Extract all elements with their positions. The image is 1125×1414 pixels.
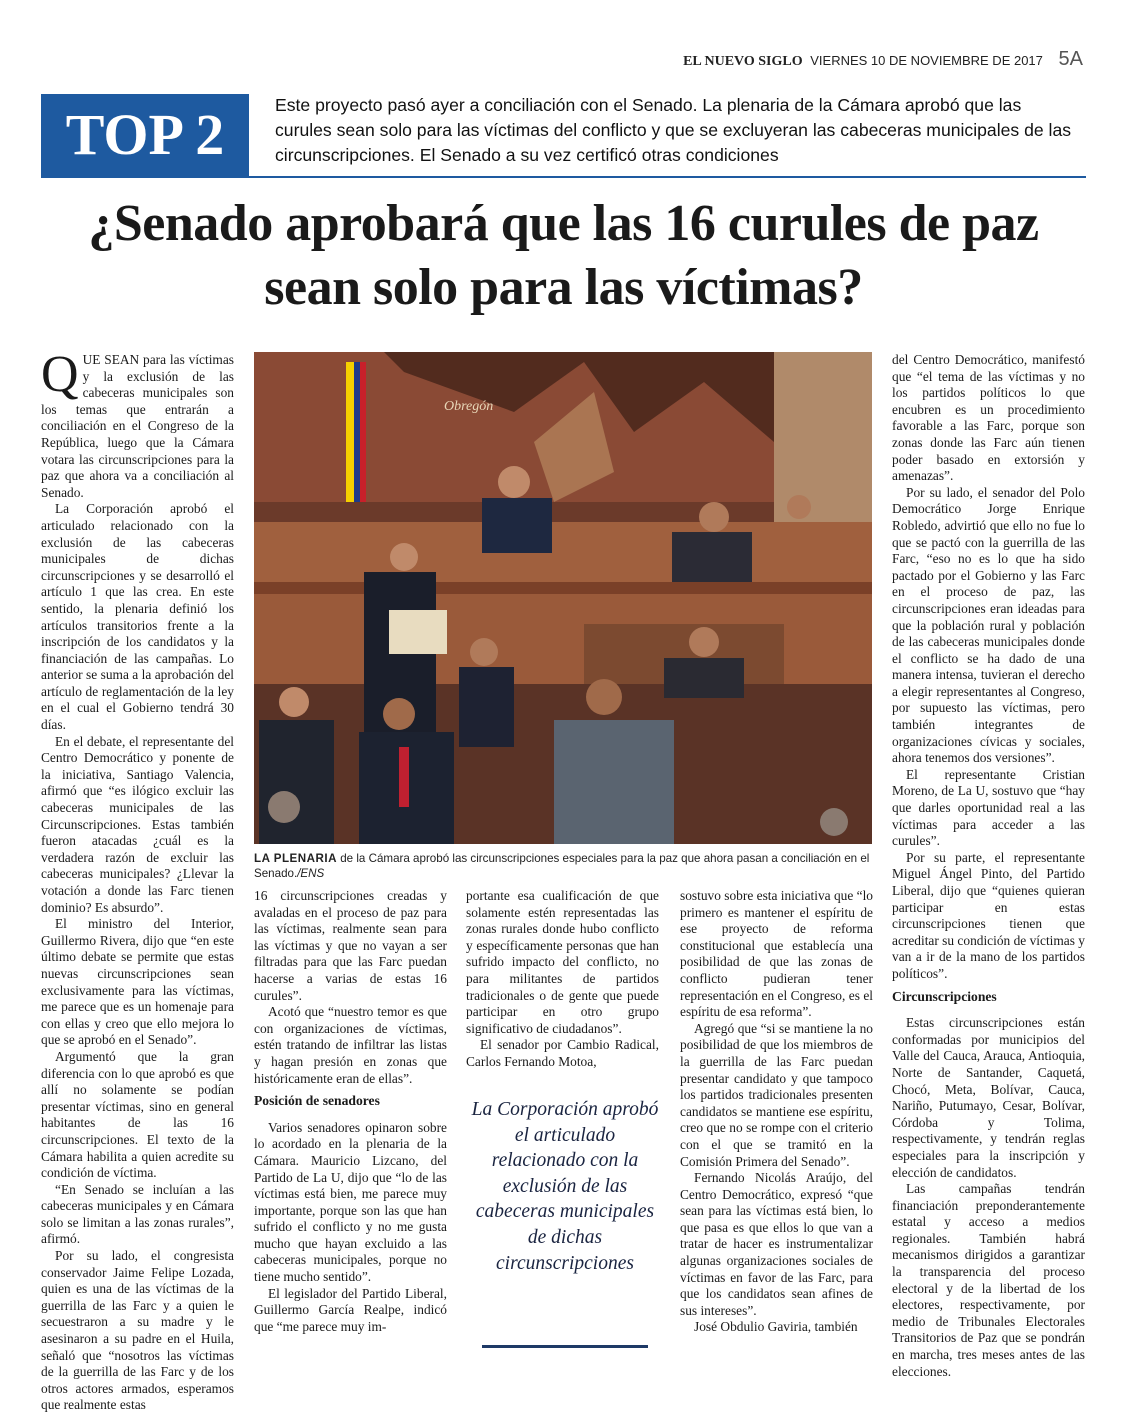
plenary-photo [254,352,872,844]
photo-illustration [254,352,872,844]
paragraph: José Obdulio Gaviria, también [694,1319,858,1335]
paragraph: La Corporación aprobó el articulado relacionado con la exclusión de las cabeceras municipales de dichas circunscripciones y se desarrolló el artículo 1 que las crea. En este sentido, la plenaria definió los artículos transitorios frente a la inscripción de los candidatos y la financiación de las campañas. Lo anterior se suma a la aprobación del artículo de reglamentación de la ley en el cual el Gobierno tendrá 30 días. [41,501,234,733]
column-1 [41,346,234,1414]
paragraph: Varios senadores opinaron sobre lo acordado en la plenaria de la Cámara. Mauricio Lizcano, del Partido de La U, dijo que “lo de las víctimas está bien, me parece muy importante, porque son las que han sufrido el conflicto y no me gusta mucho que hayan excluido a las cabeceras municipales, porque no tiene mucho sentido”. [254,1119,447,1285]
drop-cap: Q [41,346,79,403]
top-label: TOP 2 [41,94,249,176]
paragraph: En el debate, el representante del Centro Democrático y ponente de la iniciativa, Santiago Valencia, afirmó que “es ilógico excluir las cabeceras municipales de las Circunscripciones. Estas también fueron atacadas ¿cuál es la verdadera razón de excluir las cabeceras municipales? ¿Llevar la votación a donde las Farc tienen dominio? Es absurdo”. [41,733,234,915]
subhead-circunscripciones: Circunscripciones [892,988,997,1004]
paragraph: portante esa cualificación de que solamente estén representadas las zonas rurales donde hubo conflicto y específicamente personas que han sufrido impacto del conflicto, no para militantes de partidos tradicionales o de gente que puede participar en otro grupo significativo de ciudadanos”. [466,888,659,1036]
paragraph: Argumentó que la gran diferencia con lo que aprobó es que allí no solamente se podían presentar víctimas, sino en general habitantes de las 16 circunscripciones. El texto de la Cámara habilita a quien acredite su condición de víctima. [41,1048,234,1181]
paragraph: El legislador del Partido Liberal, Guillermo García Realpe, indicó que “me parece muy im- [254,1285,447,1334]
paragraph: Estas circunscripciones están conformadas por municipios del Valle del Cauca, Arauca, Antioquia, Norte de Santander, Caquetá, Chocó, Meta, Bolívar, Cauca, Nariño, Putumayo, Cesar, Bolívar, Córdoba y Tolima, respectivamente, y tendrán reglas especiales para la inscripción y elección de candidatos. [892,1015,1085,1180]
page-number: 5A [1058,48,1083,70]
subhead-senators: Posición de senadores [254,1093,380,1109]
headline: ¿Senado aprobará que las 16 curules de paz sean solo para las víctimas? [88,195,1039,316]
column-4 [680,888,873,1336]
section-divider [41,176,1086,178]
paragraph: Acotó que “nuestro temor es que con organizaciones de víctimas, estén tratando de infiltrar las listas y hagan presión en zonas que históricamente eran de ellas”. [254,1004,447,1086]
column-5 [892,352,1085,1380]
paragraph: El representante Cristian Moreno, de La U, sostuvo que “hay que darles oportunidad real a las víctimas para acceder a las curules”. [892,766,1085,849]
paragraph: Por su parte, el representante Miguel Ángel Pinto, del Partido Liberal, dijo que “quienes quieran participar en estas circunscripciones tienen que acreditar su condición de víctimas y van a ir de la mano de los partidos políticos”. [892,849,1085,981]
paragraph: El senador por Cambio Radical, Carlos Fernando Motoa, [466,1037,659,1069]
caption-text: de la Cámara aprobó las circunscripciones especiales para la paz que ahora pasan a conciliación en el Senado. [254,852,870,880]
paragraph: Por su lado, el congresista conservador Jaime Felipe Lozada, quien es una de las víctimas de la guerrilla de las Farc y a quien le secuestraron a su madre y le asesinaron a su padre en el Huila, señaló que “nosotros las víctimas de la guerrilla de las Farc y de los otros actores armados, esperamos que realmente estas [41,1248,234,1413]
lead-paragraph: QUE SEAN para las víctimas y la exclusión de las cabeceras municipales son los temas que entrarán a conciliación en el Congreso de la República, luego que la Cámara votara las circunscripciones para la paz que ahora va a conciliación al Senado. [41,346,234,500]
paragraph: Fernando Nicolás Araújo, del Centro Democrático, expresó “que sean para las víctimas está bien, lo que pasa es que ellos lo que van a tratar de hacer es instrumentalizar algunas organizaciones sociales de víctimas en favor de las Farc, para que los candidatos sean afines de sus intereses”. [680,1170,873,1318]
issue-date: VIERNES 10 DE NOVIEMBRE DE 2017 [810,53,1043,68]
paragraph: “En Senado se incluían a las cabeceras municipales y en Cámara solo se limitan a las zonas rurales”, afirmó. [41,1181,234,1247]
pull-quote-rule [482,1345,648,1348]
page-header [683,48,1083,71]
pull-quote: La Corporación aprobó el articulado relacionado con la exclusión de las cabeceras municipales de dichas circunscripciones [471,1099,659,1274]
paragraph: Por su lado, el senador del Polo Democrático Jorge Enrique Robledo, advirtió que ello no fue lo que se pactó con la guerrilla de las Farc, “eso no es lo que ha sido pactado por el Gobierno y las Farc en el proceso de paz, las circunscripciones eran ideadas para que la población rural y población de las cabeceras municipales donde el conflicto se ha dado de una manera intensa, tuvieran el derecho a elegir representantes al Congreso, por supuesto las víctimas, pero también integrantes de organizaciones cívicas y sociales, ahora tenemos dos versiones”. [892,484,1085,766]
paragraph: sostuvo sobre esta iniciativa que “lo primero es mantener el espíritu de ese proyecto de reforma constitucional que establecía una posibilidad de que las zonas de conflicto pudieran tener representación en el Congreso, es el espíritu de esa reforma”. [680,888,874,1020]
paragraph: El ministro del Interior, Guillermo Rivera, dijo que “en este último debate se permite que estas nuevas circunscripciones sean exclusivamente para las víctimas, me parece que es un homenaje para con ellas y creo que ello mejora lo que se aprobó en el Senado”. [41,916,234,1048]
top-summary: Este proyecto pasó ayer a conciliación con el Senado. La plenaria de la Cámara aprobó que las curules sean solo para las víctimas del conflicto y que se excluyeran las cabeceras municipales de las circunscripciones. El Senado a su vez certificó otras condiciones [275,95,1072,165]
column-2 [254,888,447,1335]
mural-signature: Obregón [444,399,494,414]
photo-credit: /ENS [297,867,325,880]
paragraph: Agregó que “si se mantiene la no posibilidad de que los miembros de la guerrilla de las Farc puedan presentar candidato y que tampoco los partidos tradicionales presenten candidatos se mantiene ese espíritu, creo que no se rompe con el criterio con el que se tramitó en la Comisión Primera del Senado”. [680,1020,873,1169]
paragraph: del Centro Democrático, manifestó que “el tema de las víctimas y no los partidos políticos lo que encubren es un procedimiento favorable a las Farc, porque son zonas donde las Farc aún tienen poder basado en extorsión y amenazas”. [892,352,1085,484]
caption-lead: LA PLENARIA [254,852,338,865]
photo-caption [254,851,872,881]
newspaper-name: EL NUEVO SIGLO [683,54,803,69]
paragraph: 16 circunscripciones creadas y avaladas en el proceso de paz para las víctimas, realmente sean para las víctimas y que no vayan a ser filtradas para que las Farc puedan hacerse a varias de estas 16 curules”. [254,888,447,1003]
column-3 [466,888,659,1071]
paragraph: Las campañas tendrán financiación preponderantemente estatal y acceso a medios regionales. También habrá mecanismos dirigidos a garantizar la transparencia del proceso electoral y de la libertad de los electores, respectivamente, por medio de Tribunales Electorales Transitorios de Paz que se pondrán en marcha, tres meses antes de las elecciones. [892,1181,1085,1379]
